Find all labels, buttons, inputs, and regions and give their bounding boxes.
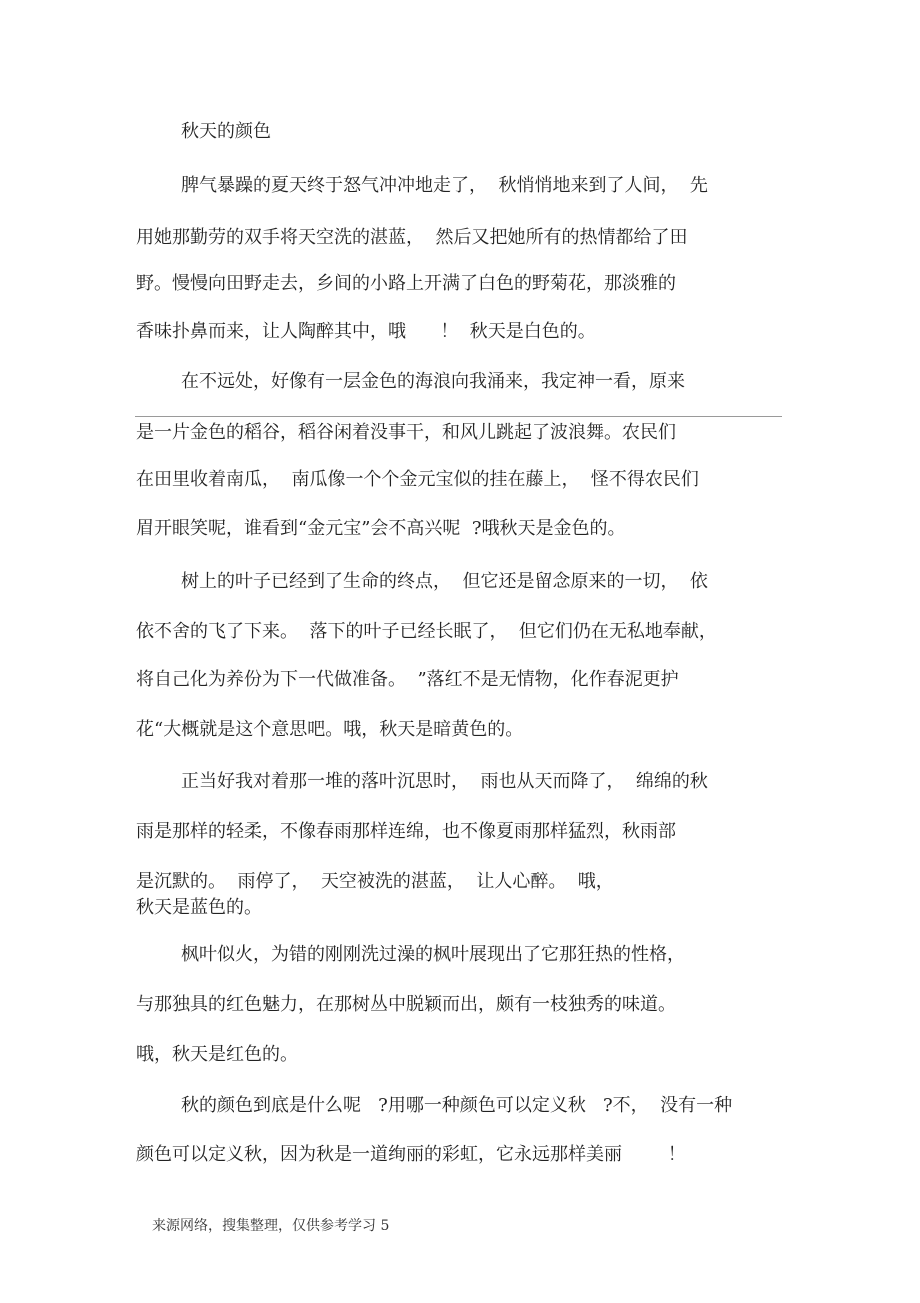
- paragraph-line: 与那独具的红色魅力，在那树丛中脱颖而出，颇有一枝独秀的味道。: [136, 994, 676, 1015]
- paragraph-line: 正当好我对着那一堆的落叶沉思时， 雨也从天而降了， 绵绵的秋: [181, 771, 708, 792]
- paragraph-line: 脾气暴躁的夏天终于怒气冲冲地走了， 秋悄悄地来到了人间， 先: [181, 175, 708, 196]
- paragraph-line: 在不远处，好像有一层金色的海浪向我涌来，我定神一看，原来: [181, 371, 685, 392]
- paragraph-line: 秋的颜色到底是什么呢 ?用哪一种颜色可以定义秋 ?不， 没有一种: [181, 1095, 733, 1116]
- paragraph-line: 枫叶似火，为错的刚刚洗过澡的枫叶展现出了它那狂热的性格，: [181, 944, 685, 965]
- paragraph-line: 依不舍的飞了下来。 落下的叶子已经长眠了， 但它们仍在无私地奉献，: [136, 621, 717, 642]
- paragraph-line: 花“大概就是这个意思吧。哦，秋天是暗黄色的。: [136, 719, 524, 740]
- paragraph-line: 用她那勤劳的双手将天空洗的湛蓝， 然后又把她所有的热情都给了田: [136, 227, 688, 248]
- document-title: 秋天的颜色: [181, 121, 271, 142]
- horizontal-rule: [135, 416, 782, 417]
- paragraph-line: 是一片金色的稻谷，稻谷闲着没事干，和风儿跳起了波浪舞。农民们: [136, 422, 676, 443]
- paragraph-line: 颜色可以定义秋，因为秋是一道绚丽的彩虹，它永远那样美丽 ！: [136, 1144, 686, 1165]
- paragraph-line: 秋天是蓝色的。: [136, 897, 262, 918]
- paragraph-line: 在田里收着南瓜， 南瓜像一个个金元宝似的挂在藤上， 怪不得农民们: [136, 469, 699, 490]
- paragraph-line: 野。慢慢向田野走去，乡间的小路上开满了白色的野菊花，那淡雅的: [136, 273, 676, 294]
- page-footer: 来源网络，搜集整理，仅供参考学习 5: [152, 1218, 390, 1234]
- paragraph-line: 香味扑鼻而来，让人陶醉其中，哦 ！ 秋天是白色的。: [136, 321, 596, 342]
- paragraph-line: 雨是那样的轻柔，不像春雨那样连绵，也不像夏雨那样猛烈，秋雨部: [136, 821, 676, 842]
- paragraph-line: 是沉默的。 雨停了， 天空被洗的湛蓝， 让人心醉。 哦，: [136, 871, 614, 892]
- paragraph-line: 树上的叶子已经到了生命的终点， 但它还是留念原来的一切， 依: [181, 571, 708, 592]
- paragraph-line: 哦，秋天是红色的。: [136, 1044, 298, 1065]
- paragraph-line: 眉开眼笑呢，谁看到“金元宝”会不高兴呢 ?哦秋天是金色的。: [136, 518, 626, 539]
- paragraph-line: 将自己化为养份为下一代做准备。 ”落红不是无情物，化作春泥更护: [136, 669, 679, 690]
